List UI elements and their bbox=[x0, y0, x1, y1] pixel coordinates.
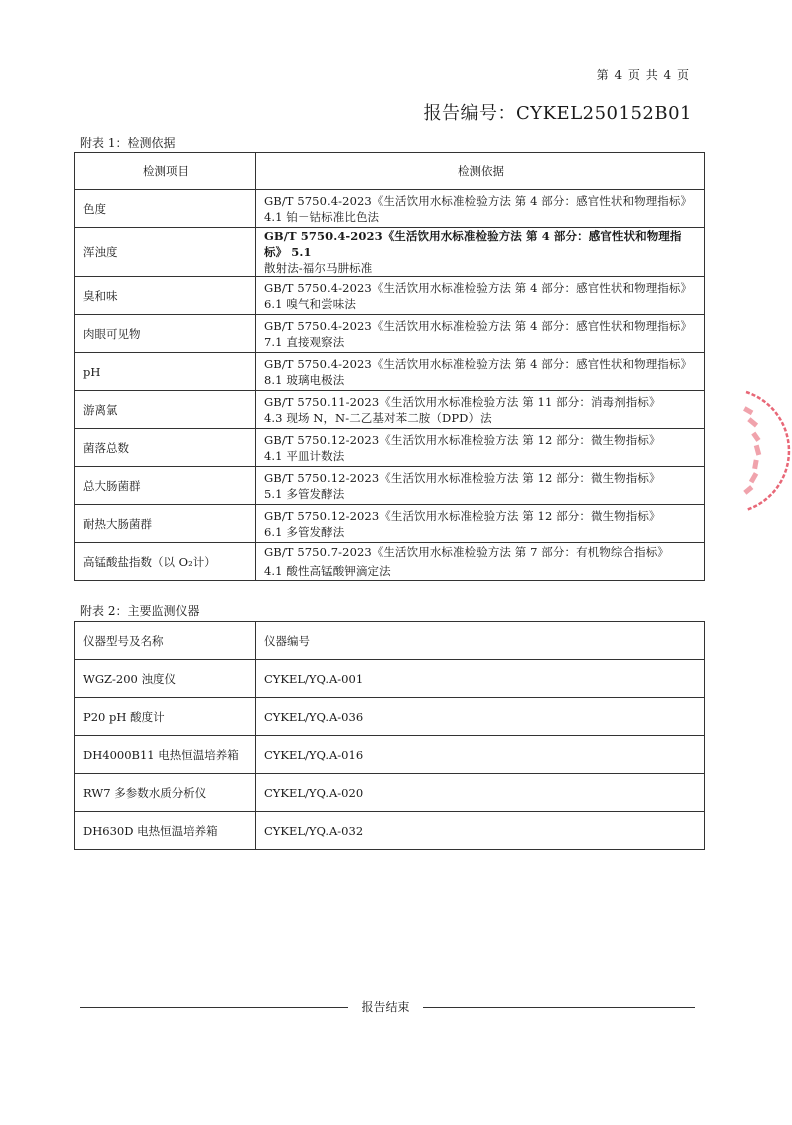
test-item: 浑浊度 bbox=[75, 228, 256, 277]
basis-standard: GB/T 5750.12-2023《生活饮用水标准检验方法 第 12 部分：微生物指标》 bbox=[264, 432, 661, 447]
test-item: 耐热大肠菌群 bbox=[75, 505, 256, 543]
basis-method: 5.1 多管发酵法 bbox=[264, 486, 345, 501]
instrument-name: P20 pH 酸度计 bbox=[75, 698, 256, 736]
table-row bbox=[75, 277, 705, 315]
official-seal-icon bbox=[738, 386, 792, 516]
table-header-row bbox=[75, 622, 705, 660]
basis-standard: GB/T 5750.12-2023《生活饮用水标准检验方法 第 12 部分：微生物指标》 bbox=[264, 470, 661, 485]
instrument-id: CYKEL/YQ.A-036 bbox=[256, 698, 705, 736]
basis-method: 4.1 铂－钴标准比色法 bbox=[264, 209, 380, 224]
basis-method: 8.1 玻璃电极法 bbox=[264, 372, 345, 387]
instrument-id: CYKEL/YQ.A-020 bbox=[256, 774, 705, 812]
basis-standard: GB/T 5750.4-2023《生活饮用水标准检验方法 第 4 部分：感官性状和物理指标》 bbox=[264, 280, 693, 295]
test-basis bbox=[256, 467, 705, 505]
basis-standard: GB/T 5750.11-2023《生活饮用水标准检验方法 第 11 部分：消毒剂指标》 bbox=[264, 394, 661, 409]
test-item: 总大肠菌群 bbox=[75, 467, 256, 505]
table-row bbox=[75, 228, 705, 277]
seal-mark bbox=[746, 392, 789, 510]
test-basis bbox=[256, 190, 705, 228]
instrument-id: CYKEL/YQ.A-001 bbox=[256, 660, 705, 698]
table-row bbox=[75, 315, 705, 353]
basis-standard: GB/T 5750.7-2023《生活饮用水标准检验方法 第 7 部分：有机物综合指标》 bbox=[264, 545, 669, 559]
page-indicator: 第 4 页 共 4 页 bbox=[596, 68, 690, 82]
table-row bbox=[75, 391, 705, 429]
test-basis bbox=[256, 391, 705, 429]
test-item: 肉眼可见物 bbox=[75, 315, 256, 353]
basis-method: 6.1 多管发酵法 bbox=[264, 524, 345, 539]
end-divider-left bbox=[80, 1007, 348, 1008]
table-row bbox=[75, 467, 705, 505]
basis-method: 4.1 平皿计数法 bbox=[264, 448, 345, 463]
basis-method: 4.3 现场 N，N-二乙基对苯二胺（DPD）法 bbox=[264, 410, 492, 425]
appendix1-title: 附表 1：检测依据 bbox=[80, 136, 176, 150]
appendix2-title: 附表 2：主要监测仪器 bbox=[80, 604, 200, 618]
test-item: 色度 bbox=[75, 190, 256, 228]
basis-standard: GB/T 5750.4-2023《生活饮用水标准检验方法 第 4 部分：感官性状和物理指标》 bbox=[264, 356, 693, 371]
table-row bbox=[75, 698, 705, 736]
column-header: 检测项目 bbox=[75, 153, 256, 190]
table-row bbox=[75, 353, 705, 391]
basis-method: 散射法-福尔马肼标准 bbox=[264, 261, 373, 275]
column-header: 仪器编号 bbox=[256, 622, 705, 660]
instrument-id: CYKEL/YQ.A-032 bbox=[256, 812, 705, 850]
table-row bbox=[75, 543, 705, 581]
instrument-name: DH4000B11 电热恒温培养箱 bbox=[75, 736, 256, 774]
report-end-label: 报告结束 bbox=[361, 1000, 410, 1014]
test-item: pH bbox=[75, 353, 256, 391]
table-row bbox=[75, 190, 705, 228]
basis-standard: GB/T 5750.4-2023《生活饮用水标准检验方法 第 4 部分：感官性状和物理指标》 bbox=[264, 193, 693, 208]
basis-method: 7.1 直接观察法 bbox=[264, 334, 345, 349]
test-item: 菌落总数 bbox=[75, 429, 256, 467]
column-header: 检测依据 bbox=[256, 153, 705, 190]
report-number: 报告编号：CYKEL250152B01 bbox=[423, 103, 692, 124]
table-row bbox=[75, 505, 705, 543]
basis-method: 6.1 嗅气和尝味法 bbox=[264, 296, 356, 311]
test-item: 高锰酸盐指数（以 O₂计） bbox=[75, 543, 256, 581]
test-item: 臭和味 bbox=[75, 277, 256, 315]
table-row bbox=[75, 774, 705, 812]
test-basis bbox=[256, 228, 705, 277]
test-basis bbox=[256, 353, 705, 391]
test-basis bbox=[256, 429, 705, 467]
test-basis bbox=[256, 277, 705, 315]
basis-method: 4.1 酸性高锰酸钾滴定法 bbox=[264, 564, 391, 578]
test-item: 游离氯 bbox=[75, 391, 256, 429]
basis-standard: GB/T 5750.12-2023《生活饮用水标准检验方法 第 12 部分：微生物指标》 bbox=[264, 508, 661, 523]
basis-standard: GB/T 5750.4-2023《生活饮用水标准检验方法 第 4 部分：感官性状和物理指标》 5.1 bbox=[264, 229, 682, 259]
instrument-name: RW7 多参数水质分析仪 bbox=[75, 774, 256, 812]
table-row bbox=[75, 429, 705, 467]
end-divider-right bbox=[423, 1007, 695, 1008]
instrument-name: DH630D 电热恒温培养箱 bbox=[75, 812, 256, 850]
table-row bbox=[75, 736, 705, 774]
detection-basis-table bbox=[74, 152, 705, 581]
instrument-name: WGZ-200 浊度仪 bbox=[75, 660, 256, 698]
column-header: 仪器型号及名称 bbox=[75, 622, 256, 660]
table-header-row bbox=[75, 153, 705, 190]
table-row bbox=[75, 812, 705, 850]
seal-texture bbox=[743, 406, 761, 494]
test-basis bbox=[256, 315, 705, 353]
test-basis bbox=[256, 543, 705, 581]
basis-standard: GB/T 5750.4-2023《生活饮用水标准检验方法 第 4 部分：感官性状和物理指标》 bbox=[264, 318, 693, 333]
test-basis bbox=[256, 505, 705, 543]
instrument-table bbox=[74, 621, 705, 850]
instrument-id: CYKEL/YQ.A-016 bbox=[256, 736, 705, 774]
table-row bbox=[75, 660, 705, 698]
